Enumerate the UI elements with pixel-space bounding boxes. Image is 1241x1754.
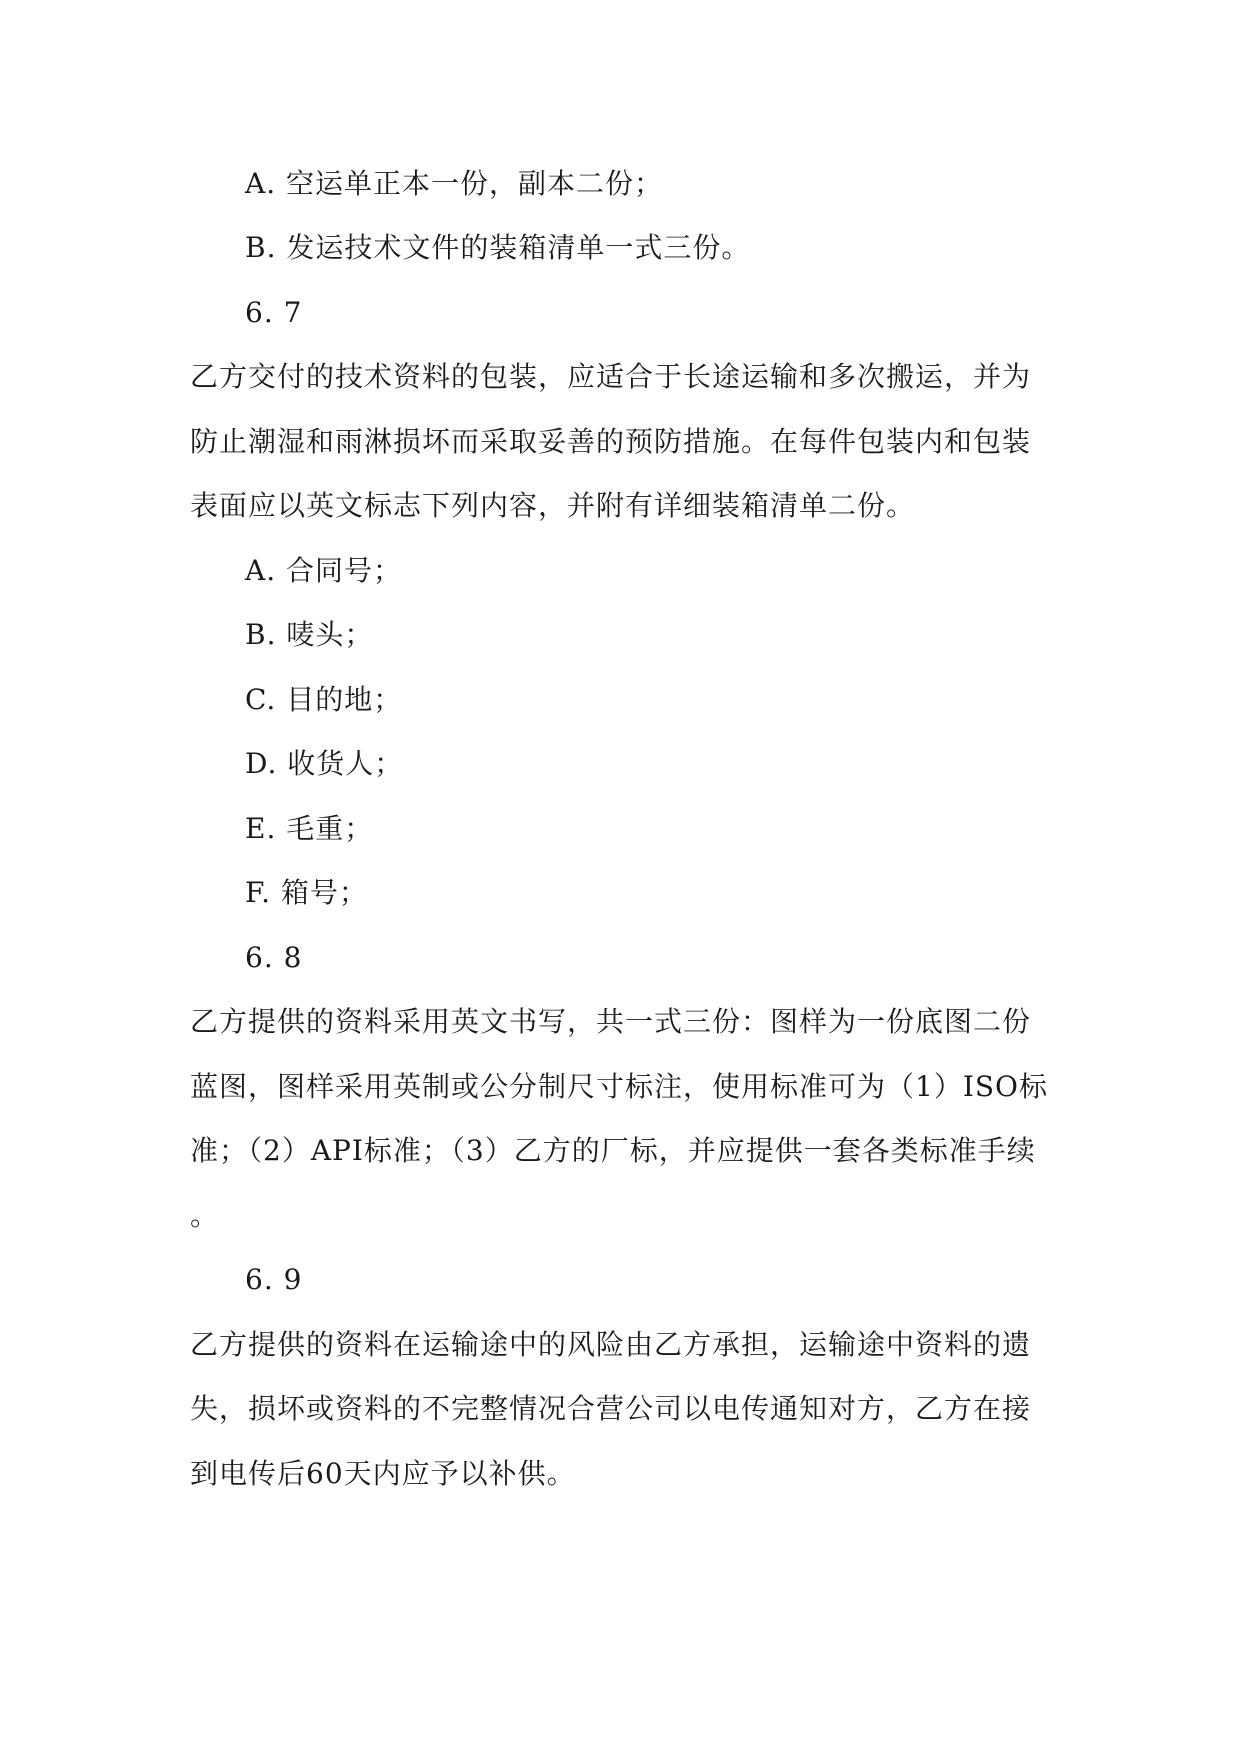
item-b-packing-list: B. 发运技术文件的装箱清单一式三份。 — [245, 231, 751, 264]
mark-item-contract-no: A. 合同号； — [245, 554, 403, 587]
paragraph-6-9-line-1: 乙方提供的资料在运输途中的风险由乙方承担，运输途中资料的遗 — [190, 1328, 1032, 1361]
mark-item-destination: C. 目的地； — [245, 683, 403, 716]
item-a-air-waybill: A. 空运单正本一份，副本二份； — [245, 167, 664, 200]
paragraph-6-7-line-3: 表面应以英文标志下列内容，并附有详细装箱清单二份。 — [190, 489, 916, 522]
paragraph-6-8-line-3: 准；（2）API标准；（3）乙方的厂标，并应提供一套各类标准手续 — [190, 1134, 1036, 1167]
paragraph-6-7-line-1: 乙方交付的技术资料的包装，应适合于长途运输和多次搬运，并为 — [190, 360, 1032, 393]
paragraph-6-9-line-3: 到电传后60天内应予以补供。 — [190, 1457, 576, 1490]
paragraph-6-7-line-2: 防止潮湿和雨淋损坏而采取妥善的预防措施。在每件包装内和包装 — [190, 425, 1032, 458]
paragraph-6-9-line-2: 失，损坏或资料的不完整情况合营公司以电传通知对方，乙方在接 — [190, 1392, 1032, 1425]
section-number-6-9: 6. 9 — [245, 1263, 303, 1296]
mark-item-shipping-mark: B. 唛头； — [245, 618, 374, 651]
paragraph-6-8-line-1: 乙方提供的资料采用英文书写，共一式三份：图样为一份底图二份 — [190, 1005, 1032, 1038]
mark-item-case-no: F. 箱号； — [245, 876, 368, 909]
section-number-6-7: 6. 7 — [245, 296, 303, 329]
paragraph-6-8-line-2: 蓝图，图样采用英制或公分制尺寸标注，使用标准可为（1）ISO标 — [190, 1070, 1049, 1103]
mark-item-consignee: D. 收货人； — [245, 747, 404, 780]
paragraph-6-8-line-4: 。 — [190, 1199, 220, 1232]
mark-item-gross-weight: E. 毛重； — [245, 812, 374, 845]
section-number-6-8: 6. 8 — [245, 941, 303, 974]
